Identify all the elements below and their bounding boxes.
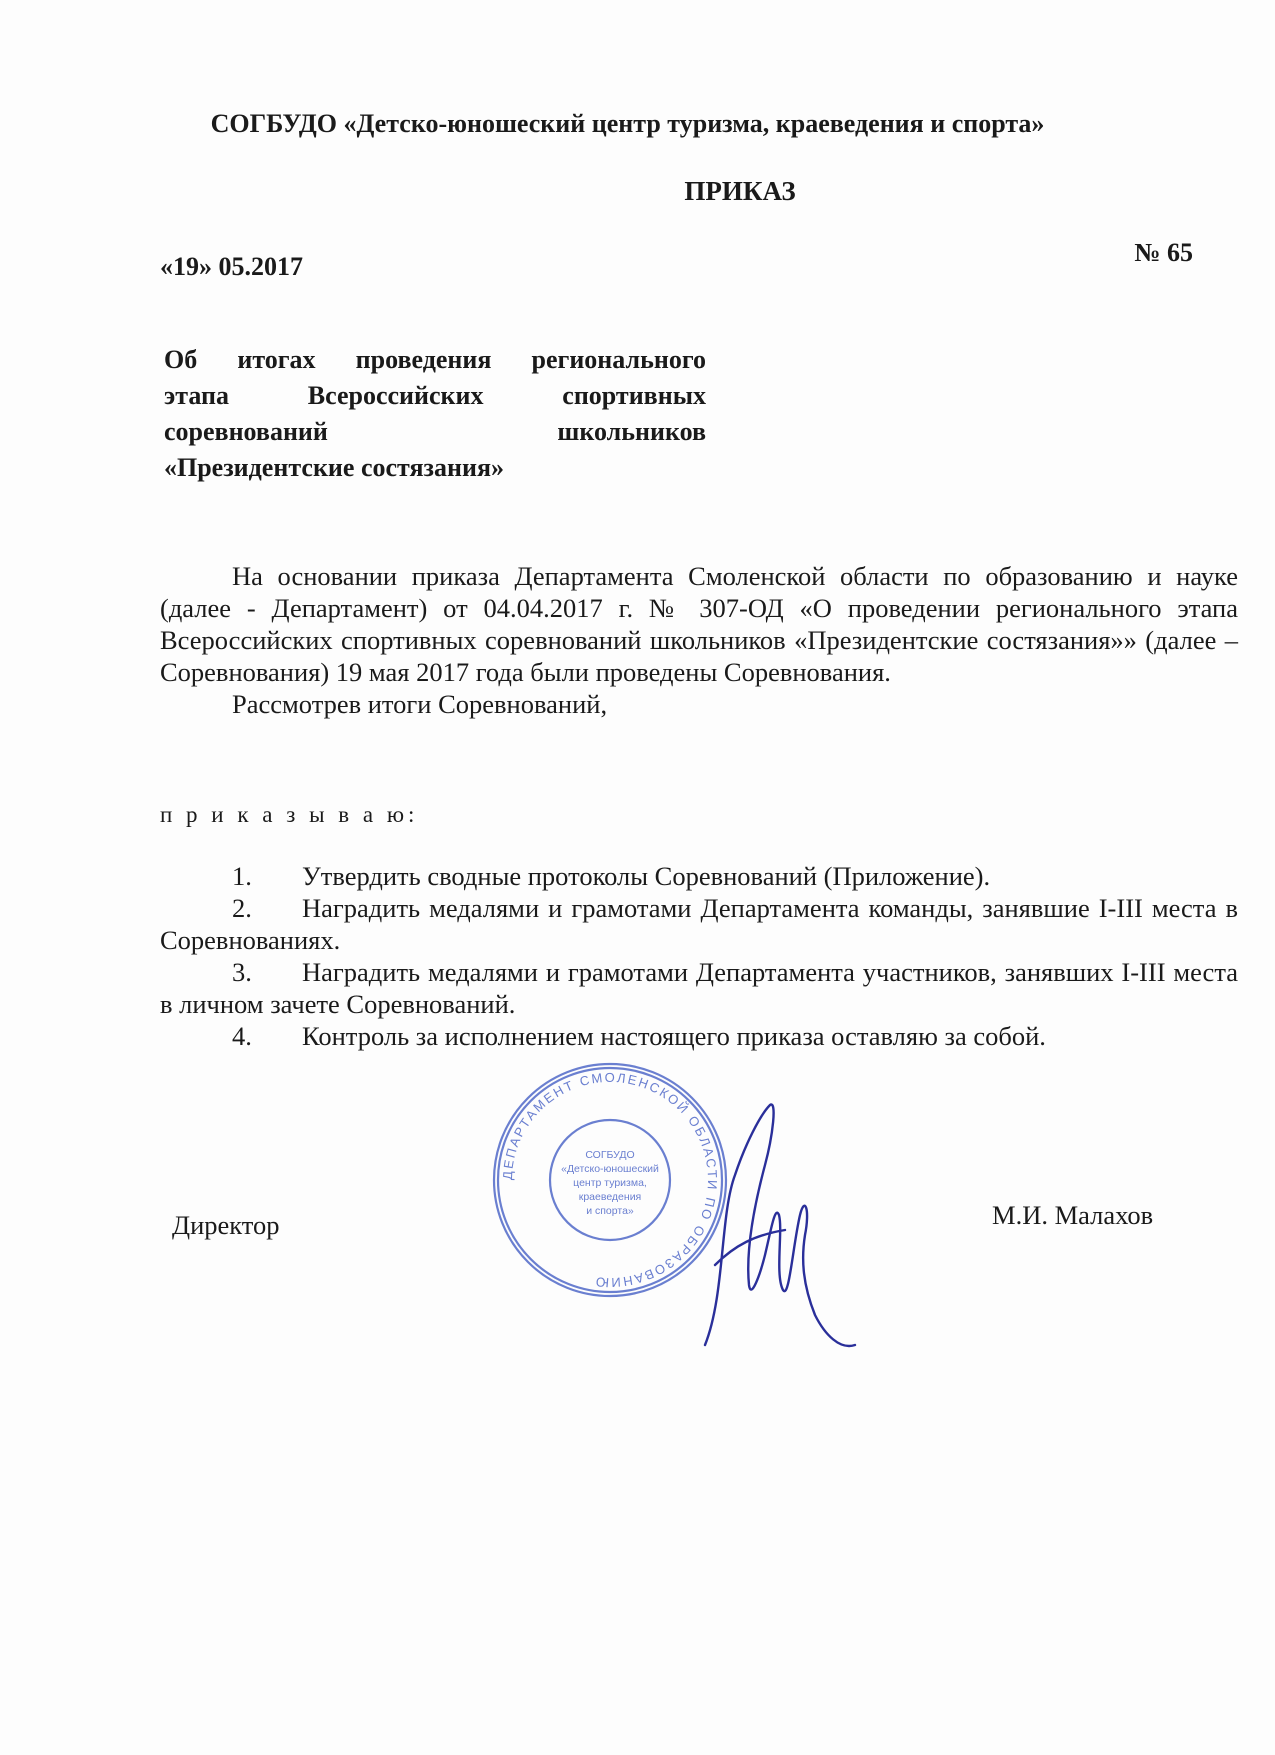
document-body <box>160 560 1238 720</box>
order-item-number: 1. <box>232 861 252 891</box>
order-word: п р и к а з ы в а ю: <box>160 802 419 827</box>
order-item <box>160 1020 1238 1052</box>
order-item-text: Наградить медалями и грамотами Департамента команды, занявшие I-III места в Соревнованиях. <box>160 893 1238 955</box>
signatory-name: М.И. Малахов <box>992 1200 1154 1230</box>
signatory-position: Директор <box>172 1210 280 1240</box>
body-paragraph: Рассмотрев итоги Соревнований, <box>232 689 608 719</box>
stamp-center-line: центр туризма, <box>573 1177 647 1189</box>
subject-line: Об итогах проведения регионального <box>164 345 706 374</box>
organization-name: СОГБУДО «Детско-юношеский центр туризма, краеведения и спорта» <box>210 109 1045 138</box>
order-item-number: 2. <box>232 893 252 923</box>
document-title: ПРИКАЗ <box>684 176 796 206</box>
order-item <box>160 860 1238 892</box>
order-items <box>160 860 1238 1052</box>
subject-line: соревнований школьников <box>164 417 706 446</box>
order-item-number: 3. <box>232 957 252 987</box>
stamp-center-line: «Детско-юношеский <box>561 1163 659 1175</box>
subject-line: этапа Всероссийских спортивных <box>164 381 706 410</box>
stamp-center-line: краеведения <box>578 1191 642 1203</box>
body-paragraph: На основании приказа Департамента Смоленской области по образованию и науке (далее - Департамент) от 04.04.2017 г. № 307-ОД «О проведении регионального этапа Всероссийских спортивных соревнований школьников «Президентские состязания»» (далее – Соревнования) 19 мая 2017 года были проведены Соревнования. <box>160 561 1238 687</box>
order-item-text: Наградить медалями и грамотами Департамента участников, занявших I-III места в личном зачете Соревнований. <box>160 957 1238 1019</box>
stamp-outer-text: ДЕПАРТАМЕНТ СМОЛЕНСКОЙ ОБЛАСТИ ПО ОБРАЗОВАНИЮ <box>499 1069 721 1291</box>
stamp-center-line: и спорта» <box>586 1205 634 1217</box>
document-number: № 65 <box>1134 238 1193 267</box>
document-subject <box>164 342 706 486</box>
order-item <box>160 956 1238 1020</box>
order-item <box>160 892 1238 956</box>
subject-line: «Президентские состязания» <box>164 453 505 482</box>
order-item-number: 4. <box>232 1021 252 1051</box>
document-date: «19» 05.2017 <box>160 252 303 281</box>
order-item-text: Контроль за исполнением настоящего приказа оставляю за собой. <box>302 1021 1046 1051</box>
order-item-text: Утвердить сводные протоколы Соревнований (Приложение). <box>302 861 991 891</box>
handwritten-signature <box>665 1095 865 1355</box>
stamp-center-line: СОГБУДО <box>585 1149 635 1161</box>
